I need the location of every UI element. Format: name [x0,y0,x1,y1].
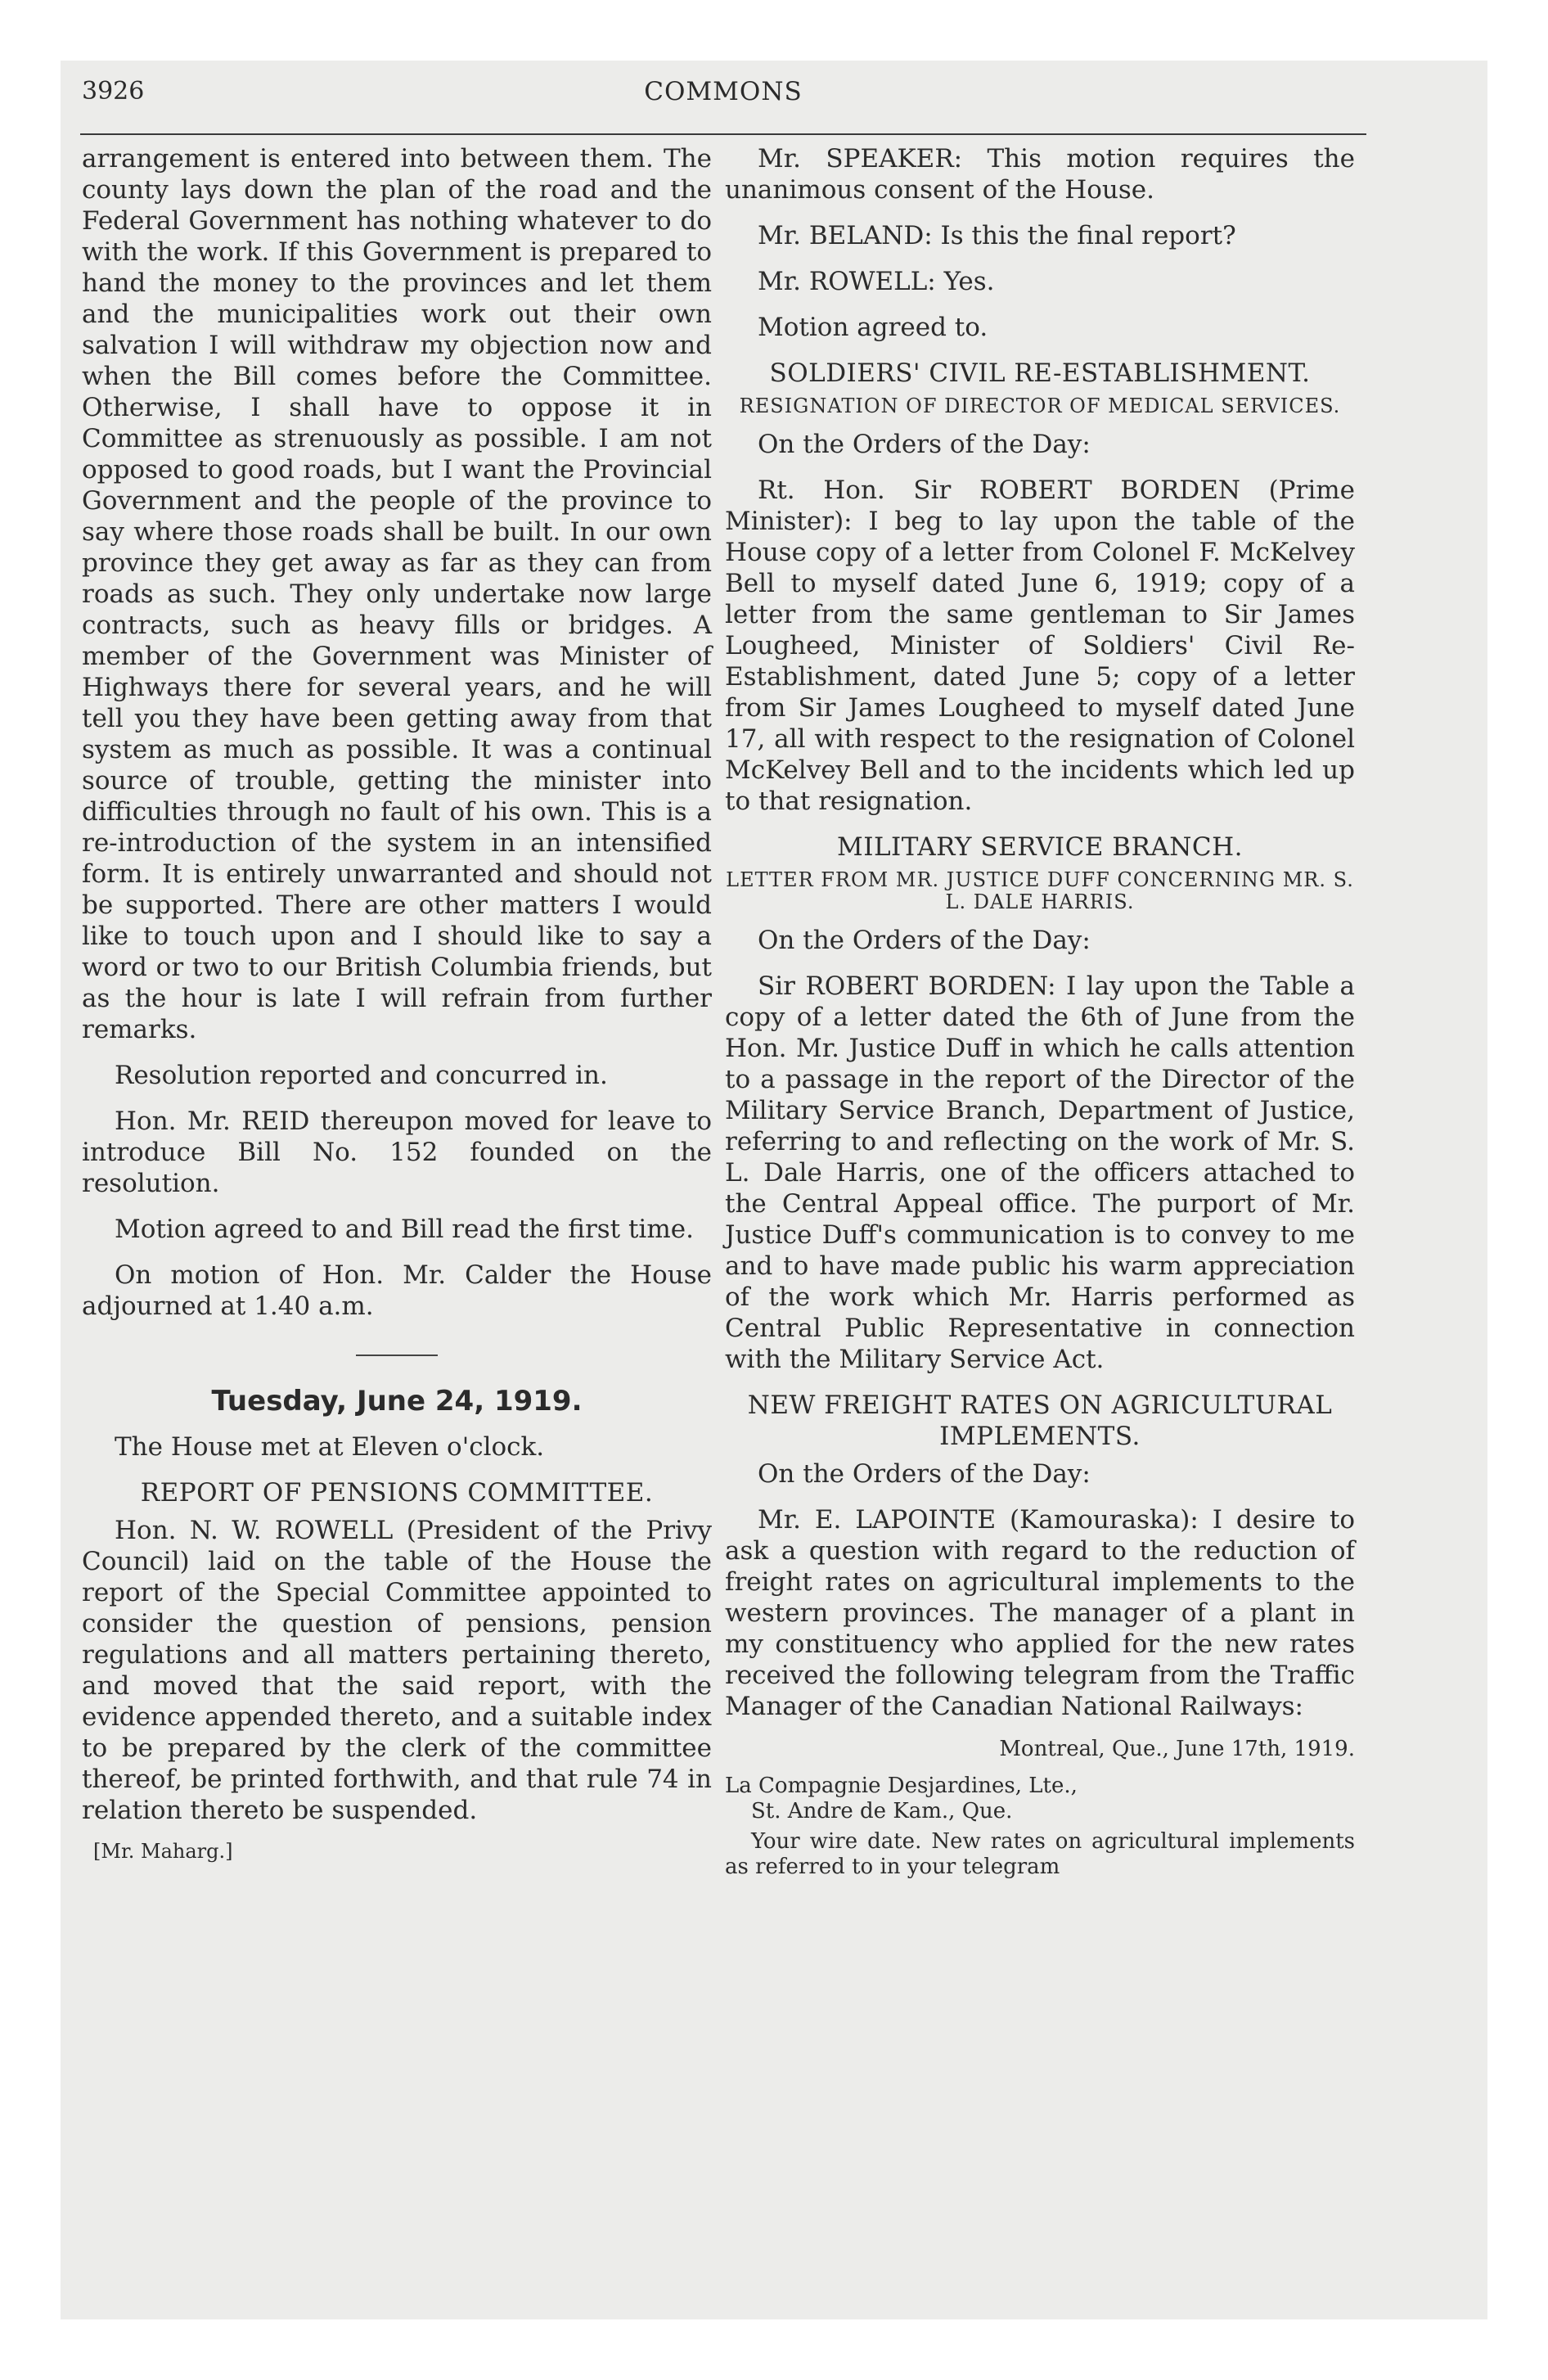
running-head: COMMONS [644,77,803,106]
heading-soldiers-civil: SOLDIERS' CIVIL RE-ESTABLISHMENT. [769,358,1311,388]
paragraph-resolution: Resolution reported and concurred in. [115,1061,608,1090]
orders-of-day-1: On the Orders of the Day: [758,430,1091,459]
heading-freight-rates: NEW FREIGHT RATES ON AGRICULTURAL IMPLEMENTS. [747,1391,1333,1451]
date-heading: Tuesday, June 24, 1919. [211,1385,583,1418]
telegram-body: Your wire date. New rates on agricultural implements as referred to in your telegram [725,1829,1355,1879]
orders-of-day-3: On the Orders of the Day: [758,1459,1091,1489]
telegram-addressee: La Compagnie Desjardines, Lte., [725,1774,1078,1798]
telegram-block [725,1737,1355,1880]
paragraph-adjourned: On motion of Hon. Mr. Calder the House adjourned at 1.40 a.m. [82,1260,712,1321]
subheading-resignation: RESIGNATION OF DIRECTOR OF MEDICAL SERVICES. [739,394,1341,417]
paragraph-speaker: Mr. SPEAKER: This motion requires the unanimous consent of the House. [725,144,1355,205]
speaker-attribution: [Mr. Maharg.] [93,1840,233,1863]
paragraph-beland: Mr. BELAND: Is this the final report? [758,221,1236,250]
telegram-address: St. Andre de Kam., Que. [751,1799,1013,1823]
paragraph-lapointe: Mr. E. LAPOINTE (Kamouraska): I desire to ask a question with regard to the reduction of freight rates on agricultural implements to the western provinces. The manager of a plant in my constituency who applied for the new rates received the following telegram from the Traffic Manager of the Canadian National Railways: [725,1505,1355,1721]
page-header [82,77,1365,113]
right-column [725,143,1355,1880]
heading-military-service: MILITARY SERVICE BRANCH. [836,832,1244,862]
subheading-justice-duff: LETTER FROM MR. JUSTICE DUFF CONCERNING MR. S. L. DALE HARRIS. [726,868,1354,913]
paragraph-motion-agreed: Motion agreed to and Bill read the first time. [115,1215,694,1244]
heading-pensions-committee: REPORT OF PENSIONS COMMITTEE. [140,1478,654,1508]
paragraph-house-met: The House met at Eleven o'clock. [115,1432,545,1462]
paragraph-borden-duff: Sir ROBERT BORDEN: I lay upon the Table a copy of a letter dated the 6th of June from the Hon. Mr. Justice Duff in which he calls attention to a passage in the report of the Director of the Military Service Branch, Department of Justice, referring to and reflecting on the work of Mr. S. L. Dale Harris, one of the officers attached to the Central Appeal office. The purport of Mr. Justice Duff's communication is to convey to me and to have made public his warm appreciation of the work which Mr. Harris performed as Central Public Representative in connection with the Military Service Act. [725,971,1355,1374]
orders-of-day-2: On the Orders of the Day: [758,926,1091,955]
left-column [82,143,712,1867]
paragraph-reid-motion: Hon. Mr. REID thereupon moved for leave to introduce Bill No. 152 founded on the resolution. [82,1107,712,1198]
header-rule [80,133,1366,135]
page-number: 3926 [82,77,145,106]
section-divider [356,1355,438,1356]
paragraph-continuation: arrangement is entered into between them. The county lays down the plan of the road and the Federal Government has nothing whatever to do with the work. If this Government is prepared to hand the money to the provinces and let them and the municipalities work out their own salvation I will withdraw my objection now and when the Bill comes before the Committee. Otherwise, I shall have to oppose it in Committee as strenuously as possible. I am not opposed to good roads, but I want the Provincial Government and the people of the province to say where those roads shall be built. In our own province they get away as far as they can from roads as such. They only undertake now large contracts, such as heavy fills or bridges. A member of the Government was Minister of Highways there for several years, and he will tell you they have been getting away from that system as much as possible. It was a continual source of trouble, getting the minister into difficulties through no fault of his own. This is a re-introduction of the system in an intensified form. It is entirely unwarranted and should not be supported. There are other matters I would like to touch upon and I should like to say a word or two to our British Columbia friends, but as the hour is late I will refrain from further remarks. [82,144,712,1044]
paragraph-rowell-yes: Mr. ROWELL: Yes. [758,267,995,296]
telegram-date: Montreal, Que., June 17th, 1919. [999,1737,1355,1761]
paragraph-borden-letters: Rt. Hon. Sir ROBERT BORDEN (Prime Minister): I beg to lay upon the table of the House copy of a letter from Colonel F. McKelvey Bell to myself dated June 6, 1919; copy of a letter from the same gentleman to Sir James Lougheed, Minister of Soldiers' Civil Re-Establishment, dated June 5; copy of a letter from Sir James Lougheed to myself dated June 17, all with respect to the resignation of Colonel McKelvey Bell and to the incidents which led up to that resignation. [725,476,1355,816]
paragraph-motion-agreed-2: Motion agreed to. [758,313,988,342]
paragraph-rowell-report: Hon. N. W. ROWELL (President of the Privy Council) laid on the table of the House the report of the Special Committee appointed to consider the question of pensions, pension regulations and all matters pertaining thereto, and moved that the said report, with the evidence appended thereto, and a suitable index to be prepared by the clerk of the committee thereof, be printed forthwith, and that rule 74 in relation thereto be suspended. [82,1516,712,1825]
